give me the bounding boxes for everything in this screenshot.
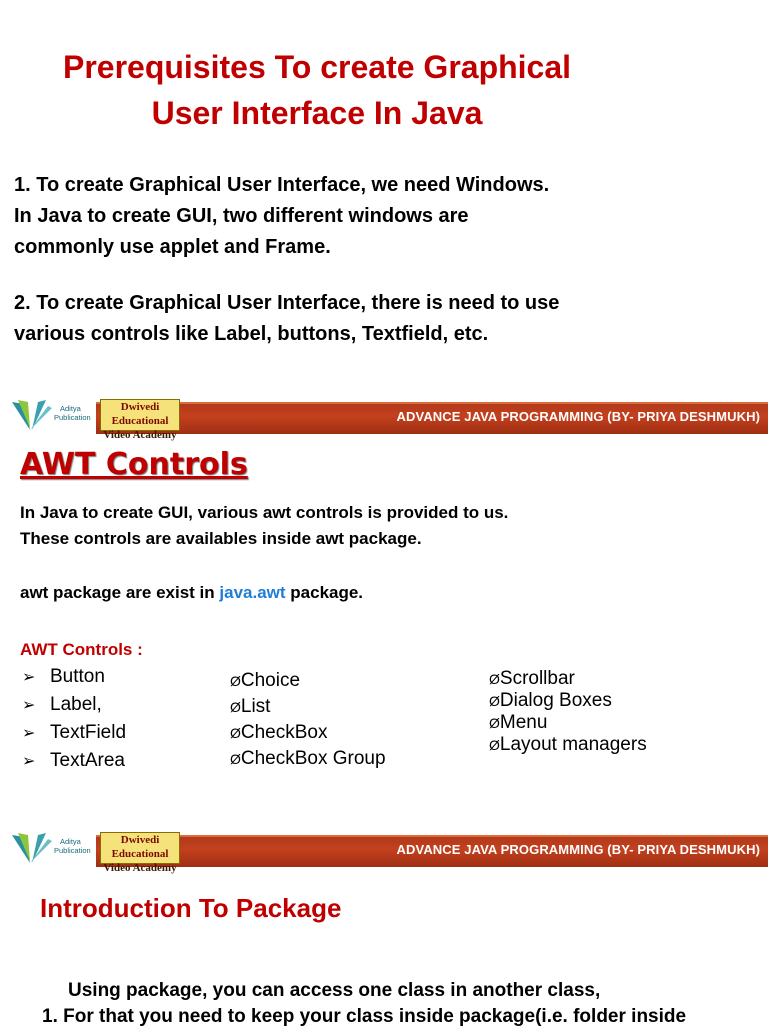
circle-bullet-icon: Ø (230, 751, 241, 767)
logo-line1: Aditya (60, 837, 81, 846)
list-item-label: Dialog Boxes (499, 690, 612, 711)
circle-bullet-icon: Ø (230, 699, 241, 715)
list-item-label: Button (50, 666, 105, 687)
slide2-line3-pre: awt package are exist in (20, 583, 220, 602)
list-item (22, 663, 126, 691)
circle-bullet-icon: Ø (230, 673, 241, 689)
circle-bullet-icon: Ø (489, 715, 500, 731)
slide2-line2: These controls are availables inside awt package. (20, 529, 422, 548)
list-item (22, 747, 126, 775)
slide1-title (0, 44, 634, 136)
slide3-line1: Using package, you can access one class in another class, (68, 980, 601, 1001)
aditya-logo-icon (8, 831, 58, 865)
circle-bullet-icon: Ø (489, 671, 500, 687)
bullet-arrow-icon: ➢ (22, 669, 36, 686)
slide2-line1: In Java to create GUI, various awt controls is provided to us. (20, 503, 509, 522)
list-item (22, 719, 126, 747)
controls-column-2 (230, 668, 386, 772)
list-item (230, 694, 386, 720)
awt-controls-subheading: AWT Controls : (20, 640, 143, 659)
slide1-para1-line2: In Java to create GUI, two different windows are (14, 205, 469, 227)
badge-line2: Video Academy (103, 862, 177, 874)
slide2-line3-post: package. (285, 583, 364, 602)
logo-line2: Publication (54, 413, 91, 422)
badge-line2: Video Academy (103, 429, 177, 441)
dwivedi-badge (100, 399, 180, 441)
slide2-title: AWT Controls (20, 447, 248, 482)
slide3-title: Introduction To Package (40, 893, 342, 923)
logo-line2: Publication (54, 846, 91, 855)
list-item-label: TextArea (50, 750, 125, 771)
list-item-label: Choice (240, 670, 301, 691)
list-item (230, 746, 386, 772)
list-item-label: CheckBox Group (240, 748, 386, 769)
slide1-title-line2: User Interface In Java (151, 95, 483, 131)
circle-bullet-icon: Ø (489, 693, 500, 709)
slide-banner (0, 829, 768, 874)
list-item (230, 668, 386, 694)
aditya-logo-text (54, 404, 91, 422)
list-item (489, 712, 647, 734)
list-item-label: TextField (50, 722, 127, 743)
slide1-para1-line1: 1. To create Graphical User Interface, we need Windows. (14, 174, 550, 196)
slide1-title-line1: Prerequisites To create Graphical (62, 49, 572, 85)
slide-banner (0, 396, 768, 441)
aditya-logo-text (54, 837, 91, 855)
banner-stripe (96, 402, 768, 434)
list-item-label: Scrollbar (499, 668, 575, 689)
list-item-label: Label, (50, 694, 102, 715)
banner-text: ADVANCE JAVA PROGRAMMING (BY- PRIYA DESHMUKH) (396, 409, 760, 424)
list-item (489, 690, 647, 712)
slide1-para2-line1: 2. To create Graphical User Interface, there is need to use (14, 292, 560, 314)
bullet-arrow-icon: ➢ (22, 725, 36, 742)
java-awt-link[interactable]: java.awt (219, 583, 286, 602)
list-item-label: CheckBox (240, 722, 328, 743)
circle-bullet-icon: Ø (230, 725, 241, 741)
badge-line1: Dwivedi Educational (111, 401, 169, 427)
controls-column-1 (22, 663, 126, 775)
list-item (489, 668, 647, 690)
circle-bullet-icon: Ø (489, 737, 500, 753)
list-item-label: Menu (499, 712, 548, 733)
slide1-para1-line3: commonly use applet and Frame. (14, 236, 331, 258)
bullet-arrow-icon: ➢ (22, 753, 36, 770)
dwivedi-badge (100, 832, 180, 874)
slide1-para2-line2: various controls like Label, buttons, Textfield, etc. (14, 323, 489, 345)
banner-text: ADVANCE JAVA PROGRAMMING (BY- PRIYA DESHMUKH) (396, 842, 760, 857)
slide1-paragraph-1 (14, 170, 754, 263)
aditya-logo-icon (8, 398, 58, 432)
logo-line1: Aditya (60, 404, 81, 413)
list-item-label: List (240, 696, 271, 717)
banner-stripe (96, 835, 768, 867)
list-item-label: Layout managers (499, 734, 647, 755)
slide2-line3 (20, 580, 740, 606)
controls-column-3 (489, 668, 647, 756)
list-item (22, 691, 126, 719)
slide2-intro (20, 500, 740, 552)
slide3-line2: 1. For that you need to keep your class inside package(i.e. folder inside (42, 1006, 687, 1027)
badge-line1: Dwivedi Educational (111, 834, 169, 860)
list-item (230, 720, 386, 746)
list-item (489, 734, 647, 756)
slide1-paragraph-2 (14, 288, 754, 350)
bullet-arrow-icon: ➢ (22, 697, 36, 714)
